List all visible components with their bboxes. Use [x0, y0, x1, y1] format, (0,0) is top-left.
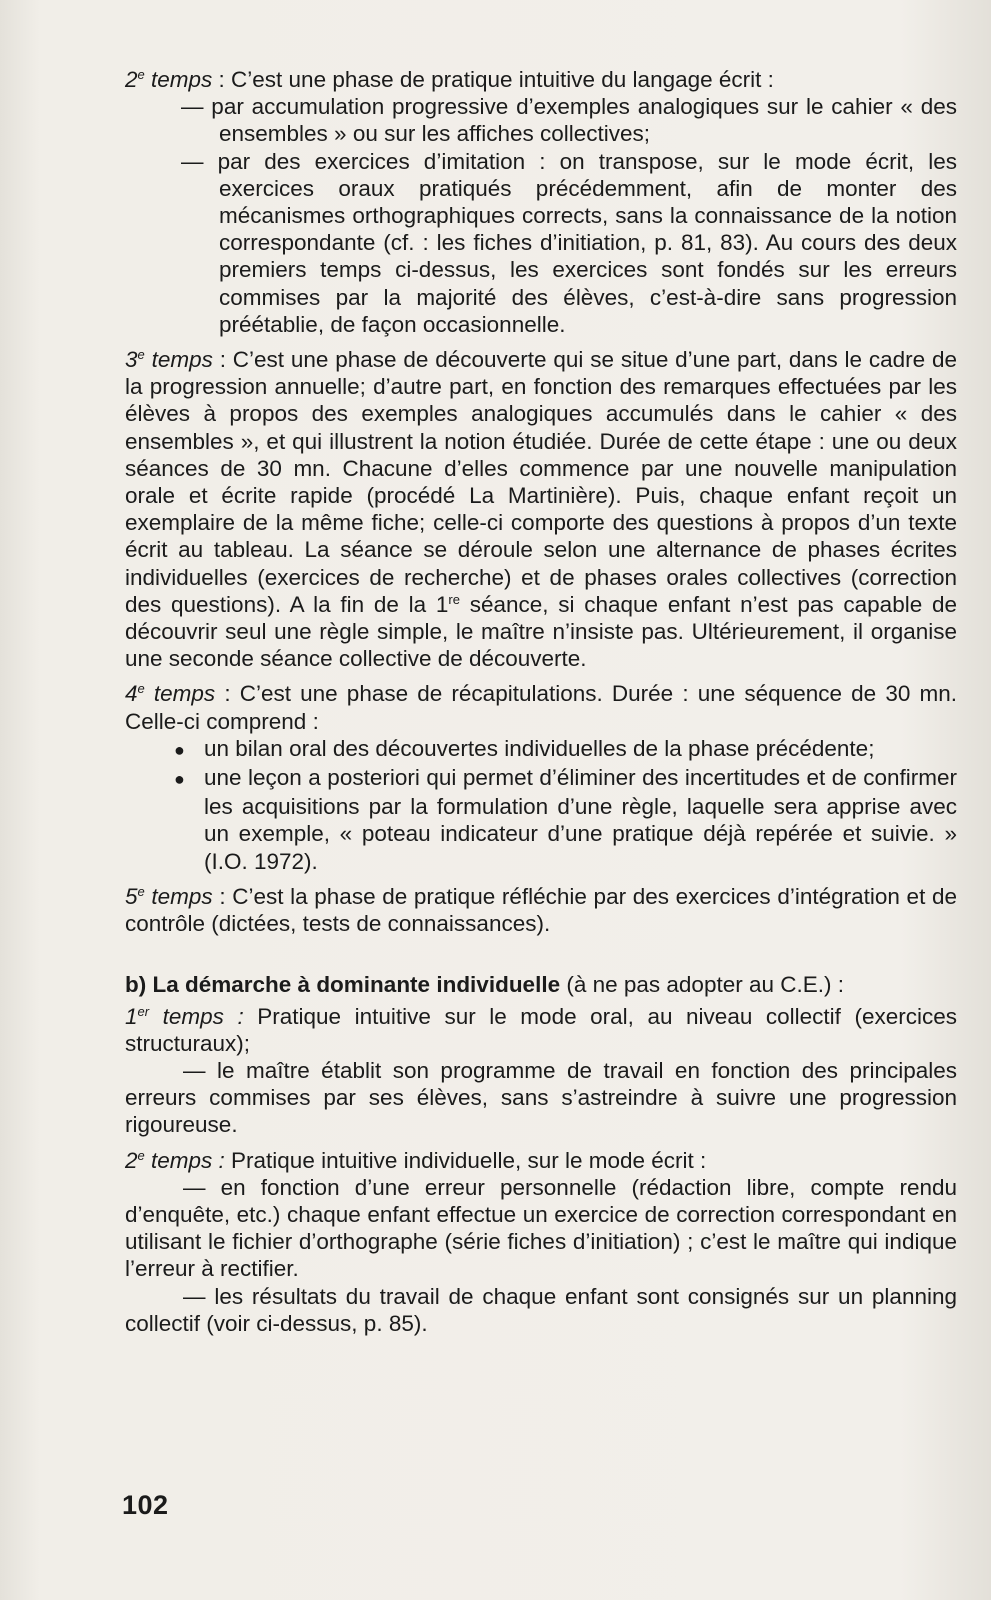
- step-text: : C’est une phase de pratique intuitive du langage écrit :: [212, 67, 774, 92]
- step-ordinal: er: [137, 1003, 150, 1019]
- step-label: [125, 681, 215, 706]
- step-word: temps :: [144, 1147, 225, 1173]
- step-number: 3: [125, 347, 138, 373]
- step-number: 1: [125, 1003, 138, 1029]
- ordinal-superscript: re: [448, 591, 460, 607]
- step-label: [125, 1148, 225, 1173]
- step-label: [125, 1004, 244, 1029]
- section-title: b) La démarche à dominante individuelle: [125, 972, 561, 998]
- page-number: 102: [122, 1490, 169, 1520]
- paragraph-temps-4: [125, 680, 957, 734]
- bullet-item: [125, 764, 957, 875]
- bullet-icon: ●: [174, 739, 185, 760]
- step-ordinal: e: [137, 347, 145, 363]
- dash-item: — en fonction d’une erreur personnelle (rédaction libre, compte rendu d’enquête, etc.) chaque enfant effectue un exercice de correction correspondant en utilisant le fichier d’orthographe (série fiches d’initiation) ; c’est le maître qui indique l’erreur à rectifier.: [125, 1174, 957, 1282]
- step-text-continued: séance, si chaque enfant n’est pas capable de découvrir seul une règle simple, le maître n’insiste pas. Ultérieurement, il organise une seconde séance collective de découverte.: [125, 591, 957, 672]
- step-word: temps: [144, 67, 213, 92]
- bullet-item: [125, 735, 957, 764]
- step-text: : C’est une phase de découverte qui se situe d’une part, dans le cadre de la progression annuelle; d’autre part, en fonction des remarques effectuées par les élèves à propos des exemples analogiques accumulés dans le cahier « des ensembles », et qui illustrent la notion étudiée. Durée de cette étape : une ou deux séances de 30 mn. Chacune d’elles commence par une nouvelle manipulation orale et écrite rapide (procédé La Martinière). Puis, chaque enfant reçoit un exemplaire de la même fiche; celle-ci comporte des questions à propos d’un texte écrit au tableau. La séance se déroule selon une alternance de phases écrites individuelles (exercices de recherche) et de phases orales collectives (correction des questions). A la fin de la 1: [125, 347, 957, 617]
- step-ordinal: e: [137, 883, 145, 899]
- bullet-text: un bilan oral des découvertes individuelles de la phase précédente;: [204, 735, 875, 761]
- dash-item: — par accumulation progressive d’exemples analogiques sur le cahier « des ensembles » ou sur les affiches collectives;: [181, 94, 957, 147]
- bullet-text: une leçon a posteriori qui permet d’éliminer des incertitudes et de confirmer les acquisitions par la formulation d’une règle, laquelle sera apprise avec un exemple, « poteau indicateur d’une pratique déjà repérée et suivie. » (I.O. 1972).: [204, 765, 957, 874]
- paragraph-temps-2: [125, 66, 957, 93]
- step-ordinal: e: [137, 681, 145, 697]
- step-number: 4: [125, 681, 138, 707]
- step-word: temps :: [149, 1003, 244, 1029]
- dash-item: — le maître établit son programme de travail en fonction des principales erreurs commises par ses élèves, sans s’astreindre à suivre une progression rigoureuse.: [125, 1057, 957, 1138]
- step-label: [125, 347, 213, 372]
- step-ordinal: e: [137, 1147, 145, 1163]
- step-word: temps: [144, 883, 213, 909]
- step-label: [125, 67, 212, 92]
- paragraph-b-temps-1: [125, 1003, 957, 1057]
- dash-item: — les résultats du travail de chaque enfant sont consignés sur un planning collectif (voir ci-dessus, p. 85).: [125, 1283, 957, 1336]
- bullet-icon: ●: [174, 769, 185, 790]
- dash-item: — par des exercices d’imitation : on transpose, sur le mode écrit, les exercices oraux pratiqués précédemment, afin de monter des mécanismes orthographiques corrects, sans la connaissance de la notion correspondante (cf. : les fiches d’initiation, p. 81, 83). Au cours des deux premiers temps ci-dessus, les exercices sont fondés sur les erreurs commises par la majorité des élèves, c’est-à-dire sans progression préétablie, de façon occasionnelle.: [181, 148, 957, 337]
- step-text: Pratique intuitive individuelle, sur le mode écrit :: [224, 1147, 707, 1173]
- step-number: 5: [125, 883, 138, 909]
- step-ordinal: e: [137, 67, 145, 82]
- step-number: 2: [125, 67, 138, 92]
- paragraph-temps-5: [125, 883, 957, 937]
- paragraph-b-temps-2: [125, 1147, 957, 1174]
- text-column: [125, 66, 957, 1337]
- section-subtitle: (à ne pas adopter au C.E.) :: [560, 972, 845, 998]
- step-text: : C’est la phase de pratique réfléchie par des exercices d’intégration et de contrôle (dictées, tests de connaissances).: [125, 883, 957, 937]
- step-text: : C’est une phase de récapitulations. Durée : une séquence de 30 mn. Celle-ci comprend :: [125, 681, 957, 734]
- step-number: 2: [125, 1147, 138, 1173]
- paragraph-temps-3: [125, 346, 957, 672]
- step-word: temps: [144, 681, 216, 707]
- step-word: temps: [144, 347, 213, 373]
- step-text: Pratique intuitive sur le mode oral, au niveau collectif (exercices structuraux);: [125, 1003, 957, 1056]
- section-heading: [125, 971, 957, 998]
- step-label: [125, 884, 213, 909]
